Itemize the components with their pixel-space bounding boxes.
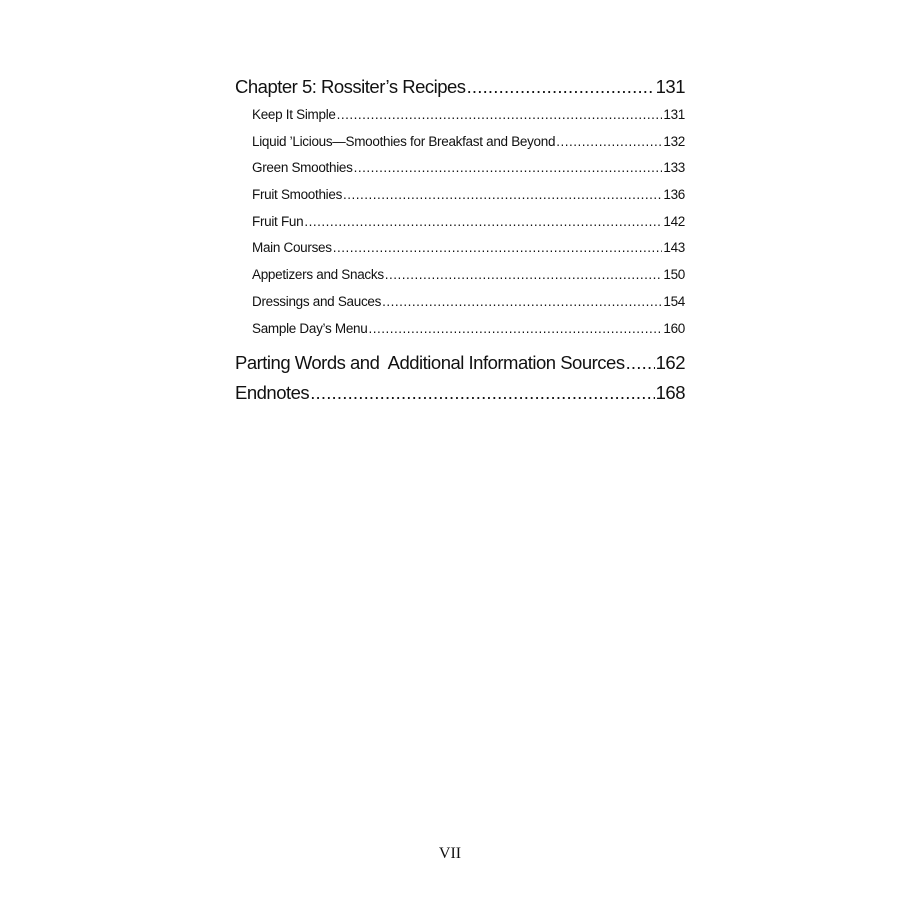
toc-entry-title: Keep It Simple <box>252 107 336 122</box>
dot-leader <box>343 182 662 209</box>
toc-entry-title: Chapter 5: Rossiter’s Recipes <box>235 76 466 97</box>
toc-entry-title: Sample Day’s Menu <box>252 320 368 336</box>
toc-section[interactable] <box>235 209 685 236</box>
dot-leader <box>337 102 663 129</box>
toc-entry-page: 168 <box>655 382 685 404</box>
toc-endnotes[interactable] <box>235 378 685 408</box>
dot-leader <box>556 129 662 156</box>
dot-leader <box>304 209 662 236</box>
dot-leader <box>385 262 663 289</box>
toc-entry-page: 132 <box>663 133 685 149</box>
toc-entry-title: Appetizers and Snacks <box>252 267 384 283</box>
dot-leader <box>467 72 655 102</box>
toc-entry-title: Fruit Fun <box>252 213 304 229</box>
toc-entry-page: 142 <box>663 213 685 229</box>
toc-entry-title: Liquid ’Licious—Smoothies for Breakfast and Beyond <box>252 133 556 149</box>
toc-section[interactable] <box>235 316 685 343</box>
toc-chapter-5[interactable] <box>235 72 685 102</box>
dot-leader <box>310 378 654 408</box>
toc-entry-page: 131 <box>663 107 685 122</box>
dot-leader <box>382 289 662 316</box>
dot-leader <box>333 235 663 262</box>
toc-parting-words[interactable] <box>235 348 685 378</box>
toc-entry-page: 143 <box>663 240 685 256</box>
toc-section[interactable] <box>235 155 685 182</box>
dot-leader <box>368 316 662 343</box>
toc-section[interactable] <box>235 262 685 289</box>
toc-entry-page: 136 <box>663 187 685 203</box>
toc-entry-title: Parting Words and Additional Information Sources <box>235 352 625 374</box>
toc-entry-title: Main Courses <box>252 240 332 256</box>
toc-section[interactable] <box>235 129 685 156</box>
toc-entry-title: Endnotes <box>235 382 310 404</box>
dot-leader <box>354 155 663 182</box>
toc-entry-title: Green Smoothies <box>252 160 353 176</box>
toc-section[interactable] <box>235 235 685 262</box>
toc-entry-page: 160 <box>663 320 685 336</box>
toc-entry-title: Fruit Smoothies <box>252 187 343 203</box>
toc-section[interactable] <box>235 289 685 316</box>
toc-section[interactable] <box>235 182 685 209</box>
toc-section[interactable] <box>235 102 685 129</box>
page-number: VII <box>438 845 462 862</box>
table-of-contents <box>235 72 685 408</box>
toc-entry-page: 131 <box>655 76 685 97</box>
toc-entry-title: Dressings and Sauces <box>252 293 382 309</box>
toc-entry-page: 133 <box>663 160 685 176</box>
toc-section-list <box>235 102 685 342</box>
toc-entry-page: 150 <box>663 267 685 283</box>
dot-leader <box>626 348 655 378</box>
toc-entry-page: 162 <box>655 352 685 374</box>
toc-entry-page: 154 <box>663 293 685 309</box>
